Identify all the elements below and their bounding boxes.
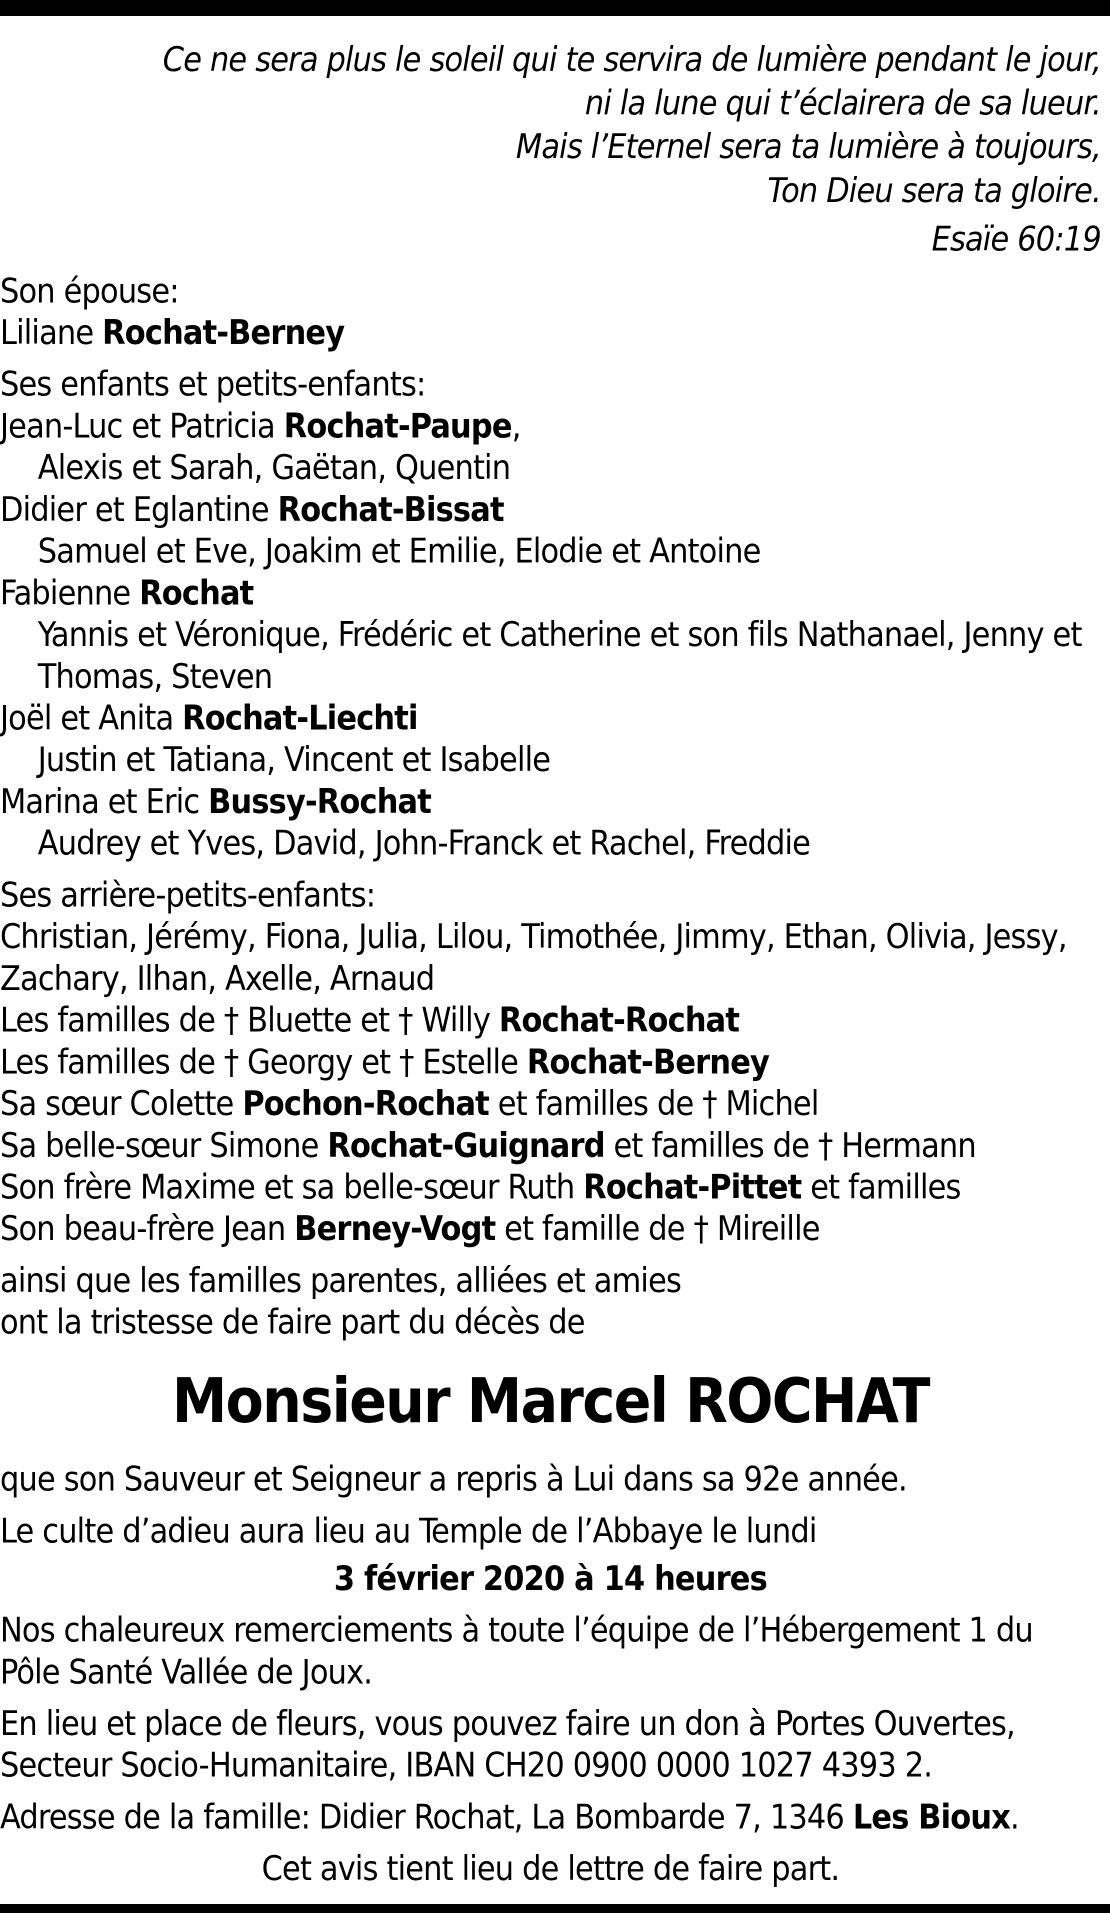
child-family-line (0, 781, 1101, 823)
spouse-first-name: Liliane (0, 313, 103, 353)
relative-line (0, 1208, 1101, 1250)
spouse-section (0, 270, 1101, 353)
great-grandchildren-heading: Ses arrière-petits-enfants: (0, 875, 376, 916)
closing-line: Cet avis tient lieu de lettre de faire part. (261, 1849, 840, 1890)
relative-text: Les familles de † Bluette et † Willy (0, 1000, 499, 1041)
service-date: 3 février 2020 à 14 heures (333, 1559, 767, 1599)
relative-text: et familles (801, 1167, 961, 1208)
relative-family-name: Rochat-Guignard (327, 1125, 605, 1166)
relative-line (0, 1167, 1101, 1209)
child-parents: Jean-Luc et Patricia (0, 406, 284, 447)
verse-reference: Esaïe 60:19 (931, 219, 1101, 260)
relative-line (0, 1041, 1101, 1083)
child-family-line (0, 573, 1101, 615)
relative-text: Sa belle-sœur Simone (0, 1125, 328, 1166)
verse-line: Ce ne sera plus le soleil qui te servira de lumière pendant le jour, (162, 39, 1101, 80)
grandchildren-line: Samuel et Eve, Joakim et Emilie, Elodie et Antoine (37, 531, 761, 572)
verse-line: Ton Dieu sera ta gloire. (767, 171, 1101, 211)
address-line (0, 1797, 1101, 1839)
relative-family-name: Pochon-Rochat (242, 1084, 489, 1124)
child-family-name: Bussy-Rochat (208, 782, 432, 822)
relative-text: Son frère Maxime et sa belle-sœur Ruth (0, 1167, 584, 1208)
announcement-line: ont la tristesse de faire part du décès de (0, 1302, 585, 1343)
grandchildren-line: Yannis et Véronique, Frédéric et Catherine et son fils Nathanael, Jenny et Thomas, Steven (37, 615, 1082, 697)
children-heading: Ses enfants et petits-enfants: (0, 364, 426, 405)
relative-family-name: Rochat-Rochat (498, 1000, 740, 1041)
spouse-line (0, 312, 1101, 354)
relative-text: et familles de † Michel (488, 1084, 819, 1124)
donation-paragraph: En lieu et place de fleurs, vous pouvez faire un don à Portes Ouvertes, Secteur Socio-Humanitaire, IBAN CH20 0900 0000 1027 4393 2. (0, 1704, 1015, 1786)
relative-family-name: Rochat-Berney (526, 1042, 770, 1083)
verse-line: Mais l’Eternel sera ta lumière à toujours, (515, 127, 1101, 168)
child-family-line (0, 406, 1101, 448)
child-suffix: , (511, 406, 521, 447)
relative-line (0, 1000, 1101, 1042)
announcement-section (0, 1260, 1101, 1343)
child-family-name: Rochat (139, 573, 254, 614)
children-section (0, 364, 1101, 865)
relative-family-name: Berney-Vogt (294, 1209, 496, 1250)
address-text: Adresse de la famille: Didier Rochat, La Bombarde 7, 1346 (0, 1797, 853, 1838)
deceased-name: Monsieur Marcel ROCHAT (171, 1364, 929, 1437)
great-grandchildren-names: Christian, Jérémy, Fiona, Julia, Lilou, Timothée, Jimmy, Ethan, Olivia, Jessy, Zachary, Ilhan, Axelle, Arnaud (0, 917, 1067, 999)
child-family-name: Rochat-Paupe (283, 406, 512, 447)
address-place: Les Bioux (852, 1797, 1011, 1838)
notice-content (0, 38, 1101, 1890)
child-family-line (0, 489, 1101, 531)
child-parents: Fabienne (0, 573, 140, 614)
relative-text: et familles de † Hermann (604, 1125, 976, 1166)
grandchildren-line: Justin et Tatiana, Vincent et Isabelle (37, 740, 551, 781)
spouse-heading: Son épouse: (0, 271, 179, 312)
relative-text: Sa sœur Colette (0, 1084, 243, 1124)
child-family-name: Rochat-Bissat (277, 490, 504, 530)
relative-text: Son beau-frère Jean (0, 1209, 295, 1250)
verse-line: ni la lune qui t’éclairera de sa lueur. (584, 83, 1101, 124)
child-family-line (0, 698, 1101, 740)
grandchildren-line: Alexis et Sarah, Gaëtan, Quentin (37, 448, 511, 489)
taken-line: que son Sauveur et Seigneur a repris à Lui dans sa 92e année. (0, 1459, 907, 1500)
relative-text: et famille de † Mireille (495, 1209, 820, 1250)
relative-line (0, 1125, 1101, 1167)
service-line: Le culte d’adieu aura lieu au Temple de l’Abbaye le lundi (0, 1511, 817, 1552)
relative-line (0, 1083, 1101, 1125)
grandchildren-line: Audrey et Yves, David, John-Franck et Rachel, Freddie (37, 823, 811, 864)
great-grandchildren-section (0, 875, 1101, 1000)
address-end: . (1010, 1797, 1019, 1838)
relative-family-name: Rochat-Pittet (583, 1167, 802, 1208)
child-parents: Marina et Eric (0, 782, 209, 822)
child-parents: Joël et Anita (0, 698, 183, 739)
relative-text: Les familles de † Georgy et † Estelle (0, 1042, 527, 1083)
top-border-rule (0, 0, 1110, 16)
bible-verse (0, 38, 1101, 213)
announcement-line: ainsi que les familles parentes, alliées et amies (0, 1261, 682, 1301)
thanks-paragraph: Nos chaleureux remerciements à toute l’équipe de l’Hébergement 1 du Pôle Santé Vallée de Joux. (0, 1610, 1033, 1693)
bottom-border-rule (0, 1904, 1110, 1913)
child-family-name: Rochat-Liechti (182, 698, 418, 739)
child-parents: Didier et Eglantine (0, 490, 278, 530)
relatives-section (0, 1000, 1101, 1250)
details-section (0, 1459, 1101, 1890)
spouse-family-name: Rochat-Berney (102, 313, 345, 353)
